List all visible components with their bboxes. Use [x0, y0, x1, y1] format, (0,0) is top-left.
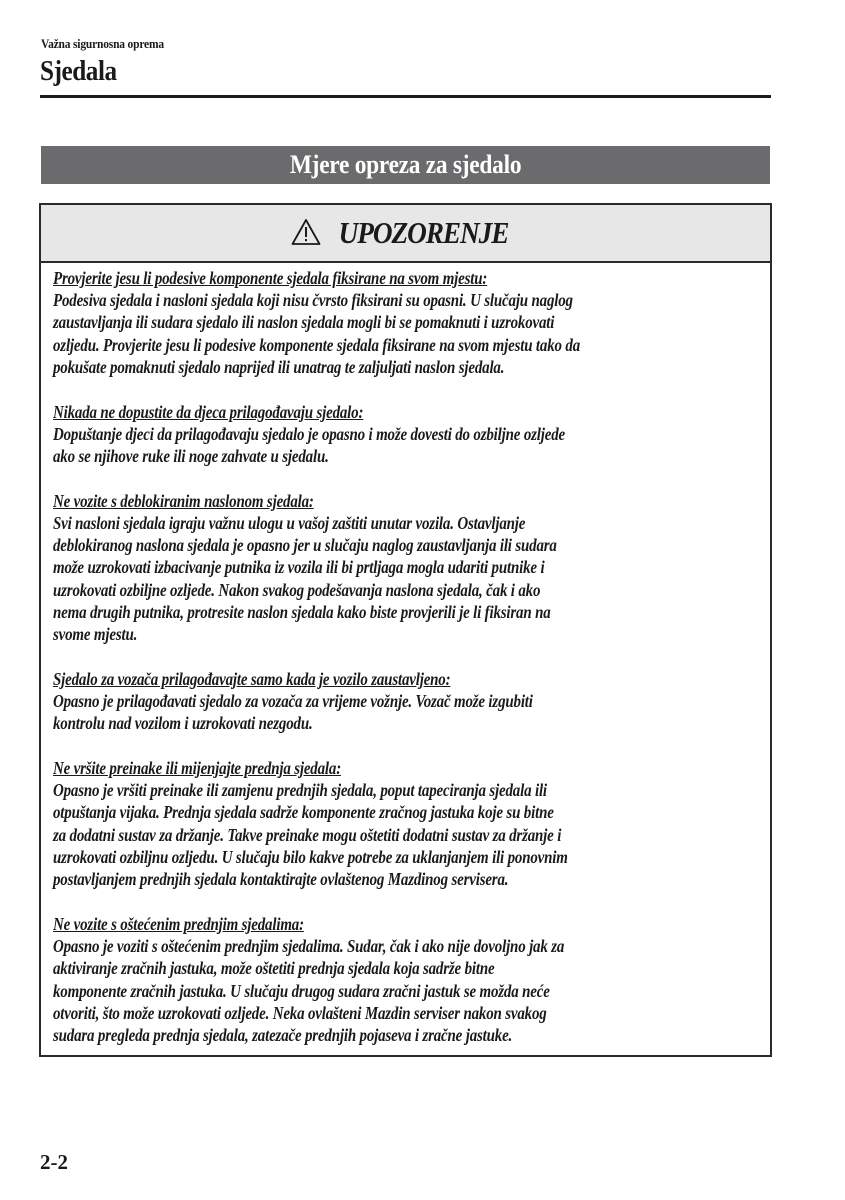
warning-item-text-line: otpuštanja vijaka. Prednja sjedala sadrže komponente zračnog jastuka koje su bitne	[53, 802, 554, 823]
warning-item	[53, 267, 758, 378]
warning-item-text-line: pokušate pomaknuti sjedalo naprijed ili unatrag te zaljuljati naslon sjedala.	[53, 356, 505, 377]
warning-item-text-line: komponente zračnih jastuka. U slučaju drugog sudara zračni jastuk se možda neće	[53, 980, 550, 1001]
warning-item-title: Sjedalo za vozača prilagođavajte samo kada je vozilo zaustavljeno:	[53, 669, 451, 690]
warning-item-text-line: svome mjestu.	[53, 624, 138, 645]
warning-label: UPOZORENJE	[338, 215, 509, 250]
page-number: 2-2	[40, 1150, 68, 1174]
warning-triangle-icon	[291, 218, 321, 246]
warning-item-text-line: za dodatni sustav za držanje. Takve preinake mogu oštetiti dodatni sustav za držanje i	[53, 824, 562, 845]
warning-item-text-line: Podesiva sjedala i nasloni sjedala koji nisu čvrsto fiksirani su opasni. U slučaju naglog	[53, 290, 573, 310]
warning-item-text-line: deblokiranog naslona sjedala je opasno jer u slučaju naglog zaustavljanja ili sudara	[53, 535, 557, 556]
warning-item-title: Ne vozite s deblokiranim naslonom sjedala:	[53, 490, 314, 511]
warning-box	[39, 203, 772, 1057]
warning-item	[53, 668, 758, 735]
warning-item-text-line: kontrolu nad vozilom i uzrokovati nezgodu.	[53, 713, 313, 734]
warning-item-text-line: Opasno je prilagođavati sjedalo za vozača za vrijeme vožnje. Vozač može izgubiti	[53, 691, 533, 712]
warning-item-text-line: uzrokovati ozbiljne ozljede. Nakon svakog podešavanja naslona sjedala, čak i ako	[53, 579, 541, 600]
warning-item-text-line: zaustavljanja ili sudara sjedalo ili naslon sjedala mogli bi se pomaknuti i uzrokovati	[53, 312, 555, 333]
section-title: Mjere opreza za sjedalo	[289, 150, 522, 179]
breadcrumb: Važna sigurnosna oprema	[41, 37, 164, 51]
warning-item-text-line: postavljanjem prednjih sjedala kontaktirajte ovlaštenog Mazdinog servisera.	[53, 869, 509, 890]
warning-item-text-line: može uzrokovati izbacivanje putnika iz vozila ili bi prtljaga mogla udariti putnike i	[53, 557, 545, 578]
warning-item-text-line: Svi nasloni sjedala igraju važnu ulogu u vašoj zaštiti unutar vozila. Ostavljanje	[53, 512, 526, 533]
warning-item-text-line: otvoriti, što može uzrokovati ozljede. Neka ovlašteni Mazdin serviser nakon svakog	[53, 1003, 547, 1024]
page-title: Sjedala	[40, 56, 117, 87]
warning-item-text-line: Opasno je voziti s oštećenim prednjim sjedalima. Sudar, čak i ako nije dovoljno jak za	[53, 936, 565, 957]
warning-item-title: Ne vozite s oštećenim prednjim sjedalima:	[53, 914, 304, 935]
warning-item-text-line: nema drugih putnika, protresite naslon sjedala kako biste provjerili je li fiksiran na	[53, 601, 551, 622]
header-divider	[40, 95, 771, 98]
warning-item-text-line: sudara pregleda prednja sjedala, zatezače prednjih pojaseva i zračne jastuke.	[53, 1025, 513, 1046]
warning-item-text-line: ako se njihove ruke ili noge zahvate u sjedalu.	[53, 445, 329, 466]
warning-item-text-line: Opasno je vršiti preinake ili zamjenu prednjih sjedala, poput tapeciranja sjedala ili	[53, 780, 547, 801]
warning-item	[53, 490, 758, 646]
warning-item-title: Nikada ne dopustite da djeca prilagođavaju sjedalo:	[53, 401, 364, 422]
section-title-bar	[41, 146, 770, 184]
warning-item-title: Ne vršite preinake ili mijenjajte prednja sjedala:	[53, 758, 342, 779]
warning-item-text-line: Dopuštanje djeci da prilagođavaju sjedalo je opasno i može dovesti do ozbiljne ozljede	[53, 423, 565, 444]
warning-item-text-line: uzrokovati ozbiljnu ozljedu. U slučaju bilo kakve potrebe za uklanjanjem ili ponovnim	[53, 847, 568, 868]
warning-item-title: Provjerite jesu li podesive komponente sjedala fiksirane na svom mjestu:	[53, 268, 488, 288]
warning-item	[53, 401, 758, 468]
warning-item-text-line: aktiviranje zračnih jastuka, može oštetiti prednja sjedala koja sadrže bitne	[53, 958, 495, 979]
warning-header	[41, 205, 770, 263]
warning-item-text-line: ozljedu. Provjerite jesu li podesive komponente sjedala fiksirane na svom mjestu tako da	[53, 334, 581, 355]
warning-item	[53, 913, 758, 1046]
warning-item	[53, 757, 758, 890]
warning-body	[41, 263, 770, 1047]
